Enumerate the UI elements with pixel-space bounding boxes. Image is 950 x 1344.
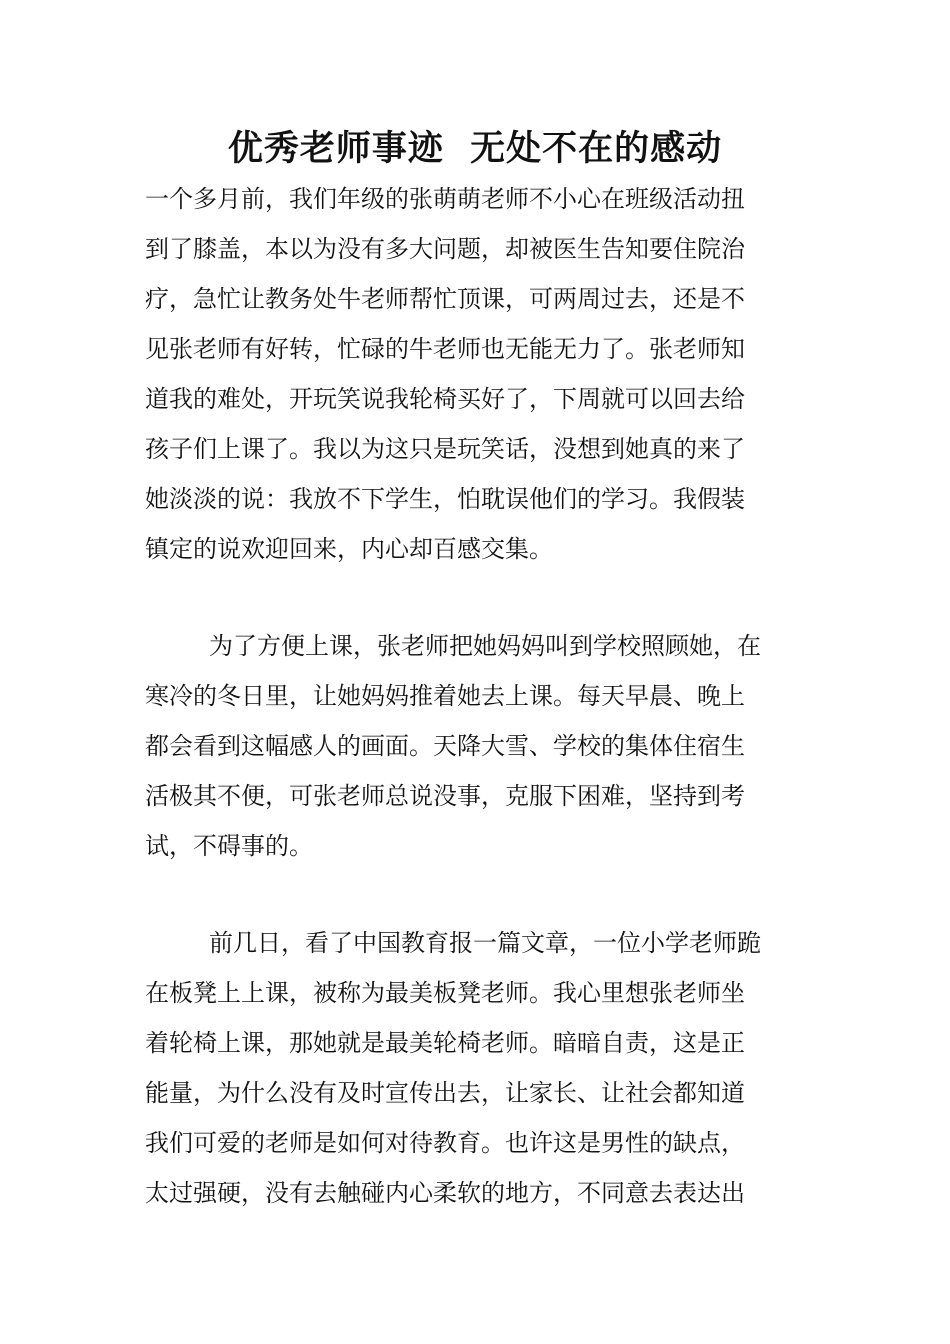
paragraph-line: 试，不碍事的。: [145, 832, 313, 860]
paragraph-2: [145, 621, 805, 871]
paragraph-line: 太过强硬，没有去触碰内心柔软的地方，不同意去表达出: [145, 1179, 745, 1207]
paragraph-line: 都会看到这幅感人的画面。天降大雪、学校的集体住宿生: [145, 732, 745, 760]
paragraph-line: 疗，急忙让教务处牛老师帮忙顶课，可两周过去，还是不: [145, 285, 745, 313]
paragraph-line: 她淡淡的说：我放不下学生，怕耽误他们的学习。我假装: [145, 485, 745, 513]
paragraph-line: 我们可爱的老师是如何对待教育。也许这是男性的缺点，: [145, 1129, 745, 1157]
paragraph-line: 寒冷的冬日里，让她妈妈推着她去上课。每天早晨、晚上: [145, 682, 745, 710]
paragraph-line: 一个多月前，我们年级的张萌萌老师不小心在班级活动扭: [145, 185, 745, 213]
paragraph-line: 为了方便上课，张老师把她妈妈叫到学校照顾她，在: [209, 632, 761, 660]
paragraph-line: 活极其不便，可张老师总说没事，克服下困难，坚持到考: [145, 782, 745, 810]
paragraph-line: 着轮椅上课，那她就是最美轮椅老师。暗暗自责，这是正: [145, 1029, 745, 1057]
paragraph-line: 前几日，看了中国教育报一篇文章，一位小学老师跪: [209, 929, 761, 957]
paragraph-3: [145, 918, 805, 1218]
paragraph-line: 能量，为什么没有及时宣传出去，让家长、让社会都知道: [145, 1079, 745, 1107]
paragraph-line: 在板凳上上课，被称为最美板凳老师。我心里想张老师坐: [145, 979, 745, 1007]
paragraph-line: 见张老师有好转，忙碌的牛老师也无能无力了。张老师知: [145, 335, 745, 363]
paragraph-line: 孩子们上课了。我以为这只是玩笑话，没想到她真的来了: [145, 435, 745, 463]
document-title: 优秀老师事迹 无处不在的感动: [227, 129, 723, 169]
paragraph-1: [145, 174, 805, 574]
paragraph-line: 到了膝盖，本以为没有多大问题，却被医生告知要住院治: [145, 235, 745, 263]
paragraph-line: 道我的难处，开玩笑说我轮椅买好了，下周就可以回去给: [145, 385, 745, 413]
paragraph-line: 镇定的说欢迎回来，内心却百感交集。: [145, 535, 553, 563]
